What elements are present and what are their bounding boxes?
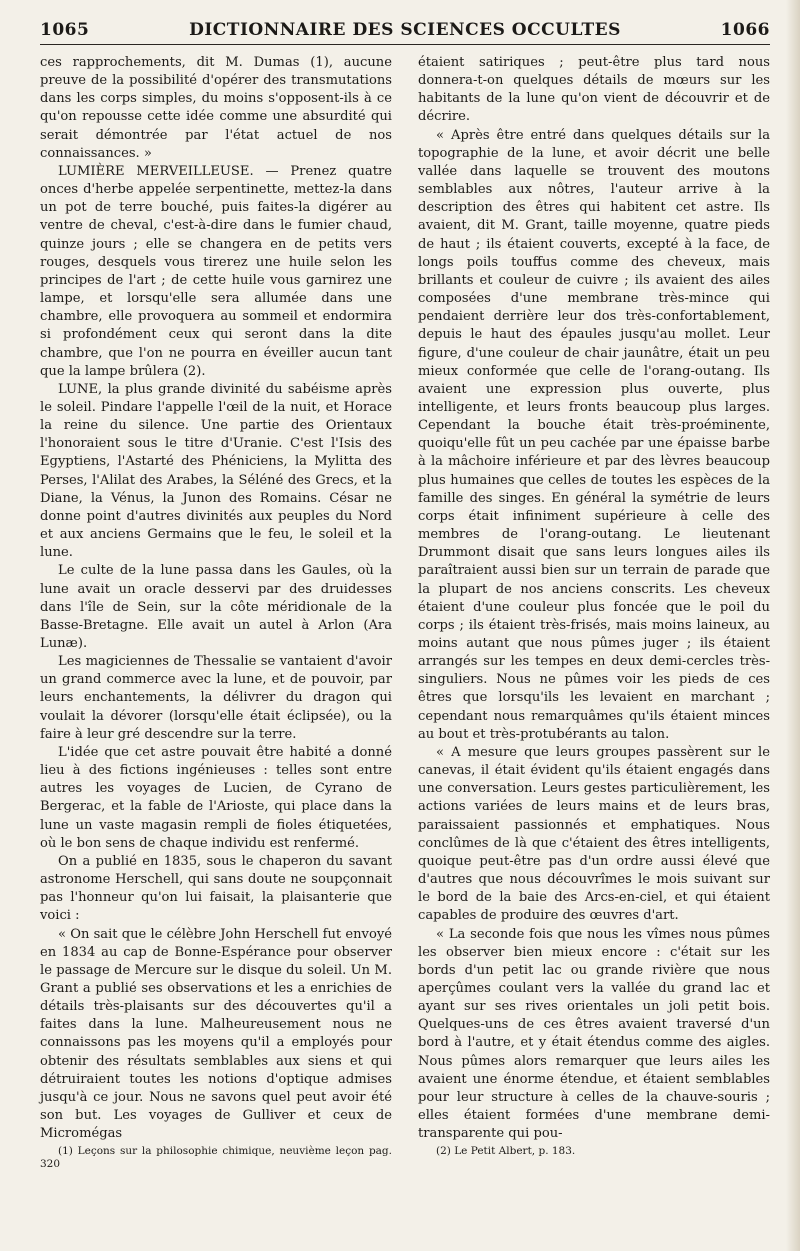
paragraph: « On sait que le célèbre John Herschell fut envoyé en 1834 au cap de Bonne-Espérance pour observer le passage de Mercure sur le disque du soleil. Un M. Grant a publié ses observations et les a enrichies de détails très-plaisants sur des découvertes qu'il a faites dans la lune. Malheureusement nous ne connaissons pas les moyens qu'il a employés pour obtenir des résultats semblables aux siens et qui détruiraient toutes les notions d'optique admises jusqu'à ce jour. Nous ne savons quel peut avoir été son but. Les voyages de Gulliver et ceux de Micromégas bbox=[40, 926, 392, 1142]
page-number-right: 1066 bbox=[720, 20, 770, 40]
entry-lumiere-merveilleuse: LUMIÈRE MERVEILLEUSE. — Prenez quatre onces d'herbe appelée serpentinette, mettez-la dans un pot de terre bouché, puis faites-la digérer au ventre de cheval, c'est-à-dire dans le fumier chaud, quinze jours ; elle se changera en de petits vers rouges, desquels vous tirerez une huile selon les principes de l'art ; de cette huile vous garnirez une lampe, et lorsqu'elle sera allumée dans une chambre, elle provoquera au sommeil et endormira si profondément ceux qui seront dans la dite chambre, que l'on ne pourra en éveiller aucun tant que la lampe brûlera (2). bbox=[40, 163, 392, 379]
paragraph: L'idée que cet astre pouvait être habité a donné lieu à des fictions ingénieuses : telles sont entre autres les voyages de Lucien, de Cyrano de Bergerac, et la fable de l'Arioste, qui place dans la lune un vaste magasin rempli de fioles étiquetées, où le bon sens de chaque individu est renfermé. bbox=[40, 744, 392, 851]
paragraph: ces rapprochements, dit M. Dumas (1), aucune preuve de la possibilité d'opérer des transmutations dans les corps simples, du moins s'opposent-ils à ce qu'on repousse cette idée comme une absurdité qui serait démontrée par l'état actuel de nos connaissances. » bbox=[40, 55, 392, 161]
page-edge bbox=[786, 0, 800, 1251]
paragraph: étaient satiriques ; peut-être plus tard nous donnera-t-on quelques détails de mœurs sur les habitants de la lune qu'on vient de découvrir et de décrire. bbox=[418, 55, 770, 125]
paragraph: Le culte de la lune passa dans les Gaules, où la lune avait un oracle desservi par des druidesses dans l'île de Sein, sur la côte méridionale de la Basse-Bretagne. Elle avait un autel à Arlon (Ara Lunæ). bbox=[40, 563, 392, 651]
entry-lune: LUNE, la plus grande divinité du sabéisme après le soleil. Pindare l'appelle l'œil de la nuit, et Horace la reine du silence. Une partie des Orientaux l'honoraient sous le titre d'Uranie. C'est l'Isis des Egyptiens, l'Astarté des Phéniciens, la Mylitta des Perses, l'Alilat des Arabes, la Séléné des Grecs, et la Diane, la Vénus, la Junon des Romains. César ne donne point d'autres divinités aux peuples du Nord et aux anciens Germains que le feu, le soleil et la lune. bbox=[40, 381, 392, 561]
paragraph: On a publié en 1835, sous le chaperon du savant astronome Herschell, qui sans doute ne soupçonnait pas l'honneur qu'on lui faisait, la plaisanterie que voici : bbox=[40, 853, 392, 924]
left-column bbox=[40, 54, 392, 1171]
paragraph: « A mesure que leurs groupes passèrent sur le canevas, il était évident qu'ils étaient engagés dans une conversation. Leurs gestes particulièrement, les actions variées de leurs mains et de leurs bras, paraissaient passionnés et emphatiques. Nous conclûmes de là que c'étaient des êtres intelligents, quoique peut-être pas d'un ordre aussi élevé que d'autres que nous découvrîmes le mois suivant sur le bord de la baie des Arcs-en-ciel, et qui étaient capables de produire des œuvres d'art. bbox=[418, 744, 770, 924]
page-number-left: 1065 bbox=[40, 20, 90, 40]
header-rule bbox=[40, 44, 770, 45]
footnote: (1) Leçons sur la philosophie chimique, neuvième leçon pag. 320 bbox=[40, 1145, 392, 1171]
right-column bbox=[418, 54, 770, 1158]
footnote: (2) Le Petit Albert, p. 183. bbox=[436, 1145, 576, 1158]
paragraph: Les magiciennes de Thessalie se vantaient d'avoir un grand commerce avec la lune, et de pouvoir, par leurs enchantements, la délivrer du dragon qui voulait la dévorer (lorsqu'elle était éclipsée), ou la faire à leur gré descendre sur la terre. bbox=[40, 654, 392, 742]
paragraph: « Après être entré dans quelques détails sur la topographie de la lune, et avoir décrit une belle vallée dans laquelle se trouvent des moutons semblables aux nôtres, l'auteur arrive à la description des êtres qui habitent cet astre. Ils avaient, dit M. Grant, taille moyenne, quatre pieds de haut ; ils étaient couverts, excepté à la face, de longs poils touffus comme des cheveux, mais brillants et couleur de cuivre ; ils avaient des ailes composées d'une membrane très-mince qui pendaient derrière leur dos très-confortablement, depuis le haut des épaules jusqu'au mollet. Leur figure, d'une couleur de chair jaunâtre, était un peu mieux conformée que celle de l'orang-outang. Ils avaient une expression plus ouverte, plus intelligente, et leurs fronts beaucoup plus larges. Cependant la bouche était très-proéminente, quoiqu'elle fût un peu cachée par une épaisse barbe à la mâchoire inférieure et par des lèvres beaucoup plus humaines que celles de toutes les espèces de la famille des singes. En général la symétrie de leurs corps était infiniment supérieure à celle des membres de l'orang-outang. Le lieutenant Drummont disait que sans leurs longues ailes ils paraîtraient aussi bien sur un terrain de parade que la plupart de nos anciens conscrits. Les cheveux étaient d'une couleur plus foncée que le poil du corps ; ils étaient très-frisés, mais moins laineux, au moins autant que nous pûmes juger ; ils étaient arrangés sur les tempes en deux demi-cercles très-singuliers. Nous ne pûmes voir les pieds de ces êtres que lorsqu'ils les levaient en marchant ; cependant nous remarquâmes qu'ils étaient minces au bout et très-protubérants au talon. bbox=[418, 127, 770, 742]
running-header bbox=[40, 14, 770, 44]
paragraph: « La seconde fois que nous les vîmes nous pûmes les observer bien mieux encore : c'était sur les bords d'un petit lac ou grande rivière que nous aperçûmes coulant vers la vallée du grand lac et ayant sur ses rives orientales un joli petit bois. Quelques-uns de ces êtres avaient traversé d'un bord à l'autre, et y était étendus comme des aigles. Nous pûmes alors remarquer que leurs ailes les avaient une énorme étendue, et étaient semblables pour leur structure à celles de la chauve-souris ; elles étaient formées d'une membrane demi-transparente qui pou- bbox=[418, 926, 770, 1142]
page-title: DICTIONNAIRE DES SCIENCES OCCULTES bbox=[189, 20, 621, 40]
